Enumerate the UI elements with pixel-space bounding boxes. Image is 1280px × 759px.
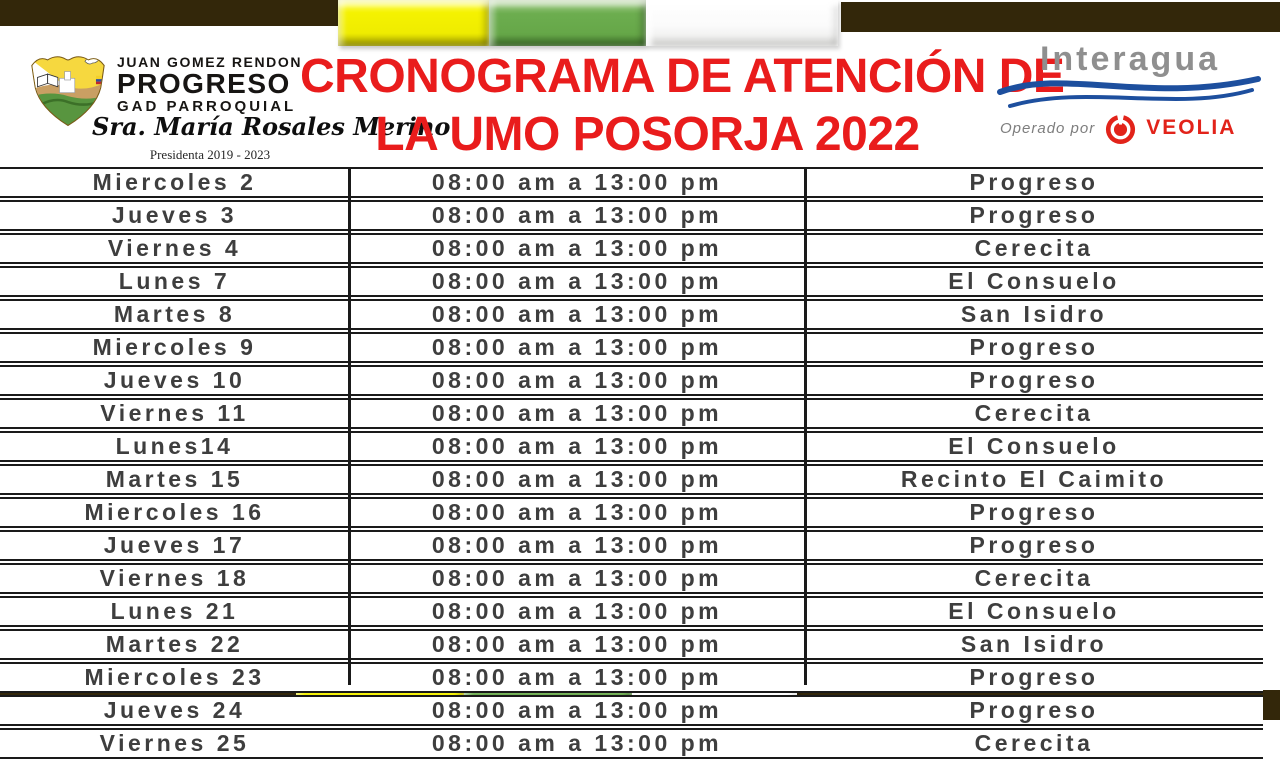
gad-org-name <box>117 55 302 115</box>
waves-icon <box>996 74 1262 110</box>
schedule-place-cell: Recinto El Caimito <box>900 466 1168 492</box>
veolia-logo-text: VEOLIA <box>1146 116 1237 139</box>
schedule-place-cell: Progreso <box>969 697 1099 723</box>
schedule-day-cell: Miercoles 9 <box>92 334 257 360</box>
table-row <box>0 299 1263 330</box>
schedule-place-cell: Progreso <box>969 532 1099 558</box>
schedule-time-cell: 08:00 am a 13:00 pm <box>431 631 723 657</box>
table-row <box>0 629 1263 660</box>
top-bar-left <box>0 0 347 26</box>
president-name: Sra. María Rosales Merino <box>92 112 451 141</box>
table-row <box>0 662 1263 693</box>
table-row <box>0 332 1263 363</box>
schedule-day-cell: Miercoles 2 <box>92 169 257 195</box>
interagua-logo-text: Interagua <box>1039 40 1221 78</box>
org-line2: PROGRESO <box>117 68 291 99</box>
title-line1: CRONOGRAMA DE ATENCIÓN DE <box>300 50 1065 103</box>
table-row <box>0 728 1263 759</box>
schedule-time-cell: 08:00 am a 13:00 pm <box>431 730 723 756</box>
table-row <box>0 464 1263 495</box>
schedule-day-cell: Jueves 3 <box>111 202 238 228</box>
schedule-day-cell: Lunes 21 <box>110 598 239 624</box>
veolia-row <box>996 110 1268 146</box>
schedule-time-cell: 08:00 am a 13:00 pm <box>431 466 723 492</box>
table-row <box>0 266 1263 297</box>
table-row <box>0 563 1263 594</box>
schedule-time-cell: 08:00 am a 13:00 pm <box>431 565 723 591</box>
schedule-day-cell: Viernes 11 <box>100 400 249 426</box>
deco-block-green-top <box>489 0 646 46</box>
schedule-place-cell: El Consuelo <box>948 433 1120 459</box>
schedule-place-cell: San Isidro <box>960 631 1108 657</box>
schedule-time-cell: 08:00 am a 13:00 pm <box>431 532 723 558</box>
schedule-day-cell: Jueves 10 <box>103 367 246 393</box>
schedule-time-cell: 08:00 am a 13:00 pm <box>431 169 723 195</box>
schedule-day-cell: Lunes14 <box>115 433 234 459</box>
schedule-day-cell: Viernes 25 <box>99 730 250 756</box>
schedule-time-cell: 08:00 am a 13:00 pm <box>431 433 723 459</box>
table-row <box>0 167 1263 198</box>
schedule-day-cell: Miercoles 23 <box>84 664 265 690</box>
table-row <box>0 200 1263 231</box>
schedule-time-cell: 08:00 am a 13:00 pm <box>431 499 723 525</box>
schedule-time-cell: 08:00 am a 13:00 pm <box>431 400 723 426</box>
table-row <box>0 431 1263 462</box>
deco-block-yellow-top <box>338 0 489 46</box>
operated-by-label: Operado por <box>1000 119 1096 137</box>
schedule-table <box>0 167 1263 756</box>
table-divider-1 <box>348 167 351 685</box>
schedule-day-cell: Lunes 7 <box>118 268 231 294</box>
table-row <box>0 695 1263 726</box>
schedule-day-cell: Martes 8 <box>113 301 236 327</box>
schedule-place-cell: Progreso <box>969 202 1099 228</box>
table-row <box>0 398 1263 429</box>
table-row <box>0 365 1263 396</box>
president-term: Presidenta 2019 - 2023 <box>149 147 271 162</box>
schedule-place-cell: Progreso <box>969 169 1099 195</box>
schedule-time-cell: 08:00 am a 13:00 pm <box>431 367 723 393</box>
schedule-place-cell: San Isidro <box>960 301 1108 327</box>
schedule-day-cell: Viernes 4 <box>107 235 242 261</box>
schedule-time-cell: 08:00 am a 13:00 pm <box>431 268 723 294</box>
title-line2: LA UMO POSORJA 2022 <box>375 108 920 161</box>
veolia-icon <box>1104 111 1137 146</box>
schedule-time-cell: 08:00 am a 13:00 pm <box>431 664 723 690</box>
schedule-time-cell: 08:00 am a 13:00 pm <box>431 697 723 723</box>
table-row <box>0 497 1263 528</box>
schedule-place-cell: Progreso <box>969 334 1099 360</box>
schedule-place-cell: El Consuelo <box>948 268 1120 294</box>
deco-block-white-top <box>646 0 838 46</box>
schedule-place-cell: El Consuelo <box>948 598 1120 624</box>
schedule-place-cell: Cerecita <box>974 730 1094 756</box>
schedule-time-cell: 08:00 am a 13:00 pm <box>431 598 723 624</box>
schedule-day-cell: Jueves 17 <box>103 532 246 558</box>
schedule-place-cell: Progreso <box>969 367 1099 393</box>
schedule-place-cell: Cerecita <box>974 400 1094 426</box>
schedule-place-cell: Progreso <box>969 664 1099 690</box>
schedule-time-cell: 08:00 am a 13:00 pm <box>431 202 723 228</box>
schedule-day-cell: Martes 22 <box>105 631 244 657</box>
table-row <box>0 530 1263 561</box>
top-bar-right <box>841 2 1280 32</box>
schedule-day-cell: Jueves 24 <box>103 697 246 723</box>
schedule-time-cell: 08:00 am a 13:00 pm <box>431 235 723 261</box>
org-line1: JUAN GOMEZ RENDON <box>117 54 303 70</box>
org-line3: GAD PARROQUIAL <box>117 98 297 115</box>
schedule-day-cell: Viernes 18 <box>99 565 250 591</box>
schedule-day-cell: Miercoles 16 <box>84 499 265 525</box>
table-row <box>0 233 1263 264</box>
schedule-place-cell: Cerecita <box>974 235 1094 261</box>
crest-church <box>60 78 75 92</box>
table-row <box>0 596 1263 627</box>
table-divider-2 <box>804 167 807 685</box>
schedule-time-cell: 08:00 am a 13:00 pm <box>431 301 723 327</box>
schedule-time-cell: 08:00 am a 13:00 pm <box>431 334 723 360</box>
schedule-place-cell: Cerecita <box>974 565 1094 591</box>
schedule-place-cell: Progreso <box>969 499 1099 525</box>
schedule-day-cell: Martes 15 <box>105 466 244 492</box>
